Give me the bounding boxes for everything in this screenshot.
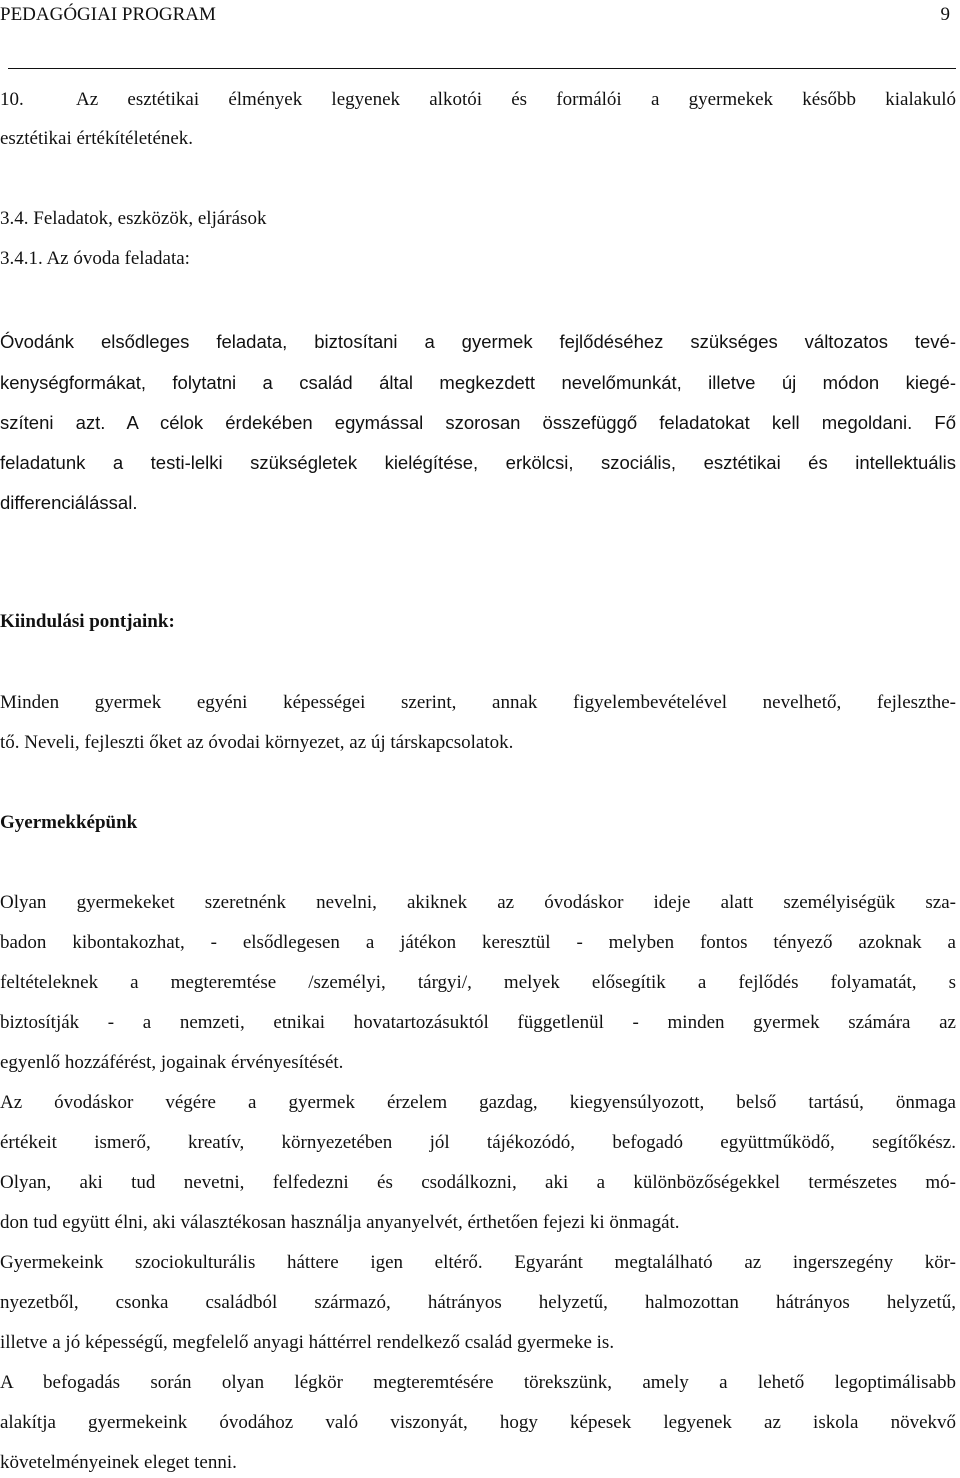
child-line: egyenlő hozzáférést, jogainak érvényesítését. <box>0 1052 344 1073</box>
start-line: Minden gyermek egyéni képességei szerint, annak figyelembevételével nevelhető, fejleszthe- <box>0 692 956 713</box>
child-line: A befogadás során olyan légkör megteremtésére törekszünk, amely a lehető legoptimálisabb <box>0 1372 956 1393</box>
item-10-text: Az esztétikai élmények legyenek alkotói és formálói a gyermekek később kialakuló <box>76 89 956 110</box>
page-number: 9 <box>940 4 950 25</box>
item-10-line-1 <box>0 87 956 113</box>
child-line: alakítja gyermekeink óvodához való viszonyát, hogy képesek legyenek az iskola növekvő <box>0 1412 956 1433</box>
subsection-heading: 3.4.1. Az óvoda feladata: <box>0 248 190 269</box>
child-line: értékeit ismerő, kreatív, környezetében jól tájékozódó, befogadó együttműködő, segítőkész. <box>0 1132 956 1153</box>
child-line: nyezetből, csonka családból származó, hátrányos helyzetű, halmozottan hátrányos helyzetű, <box>0 1292 956 1313</box>
child-line: Az óvodáskor végére a gyermek érzelem gazdag, kiegyensúlyozott, belső tartású, önmaga <box>0 1092 956 1113</box>
task-para-line: feladatunk a testi-lelki szükségletek kielégítése, erkölcsi, szociális, esztétikai és intellektuális <box>0 452 956 473</box>
page-header <box>0 2 958 28</box>
child-line: don tud együtt élni, aki választékosan használja anyanyelvét, érthetően fejezi ki önmagát. <box>0 1212 680 1233</box>
section-heading: 3.4. Feladatok, eszközök, eljárások <box>0 208 267 229</box>
start-line: tő. Neveli, fejleszti őket az óvodai környezet, az új társkapcsolatok. <box>0 732 514 753</box>
task-para-line: differenciálással. <box>0 492 138 513</box>
task-para-line: kenységformákat, folytatni a család által megkezdett nevelőmunkát, illetve új módon kiegé- <box>0 372 956 393</box>
child-line: Gyermekeink szociokulturális háttere igen eltérő. Egyaránt megtalálható az ingerszegény kör- <box>0 1252 956 1273</box>
item-10-line-2: esztétikai értékítéletének. <box>0 128 194 149</box>
task-para-line: Óvodánk elsődleges feladata, biztosítani a gyermek fejlődéséhez szükséges változatos tevé- <box>0 331 956 352</box>
start-heading: Kiindulási pontjaink: <box>0 611 175 632</box>
child-line: badon kibontakozhat, - elsődlegesen a játékon keresztül - melyben fontos tényező azoknak a <box>0 932 956 953</box>
child-line: követelményeinek eleget tenni. <box>0 1452 237 1473</box>
header-title: PEDAGÓGIAI PROGRAM <box>0 4 216 25</box>
child-line: Olyan gyermekeket szeretnénk nevelni, akiknek az óvodáskor ideje alatt személyiségük sza- <box>0 892 956 913</box>
task-para-line: szíteni azt. A célok érdekében egymással szorosan összefüggő feladatokat kell megoldani. Fő <box>0 412 956 433</box>
item-number: 10. <box>0 89 24 110</box>
header-rule <box>8 68 956 69</box>
child-heading: Gyermekképünk <box>0 812 138 833</box>
child-line: Olyan, aki tud nevetni, felfedezni és csodálkozni, aki a különbözőségekkel természetes mó- <box>0 1172 956 1193</box>
child-line: illetve a jó képességű, megfelelő anyagi háttérrel rendelkező család gyermeke is. <box>0 1332 615 1353</box>
child-line: biztosítják - a nemzeti, etnikai hovatartozásuktól függetlenül - minden gyermek számára az <box>0 1012 956 1033</box>
child-line: feltételeknek a megteremtése /személyi, tárgyi/, melyek elősegítik a fejlődés folyamatát, s <box>0 972 956 993</box>
